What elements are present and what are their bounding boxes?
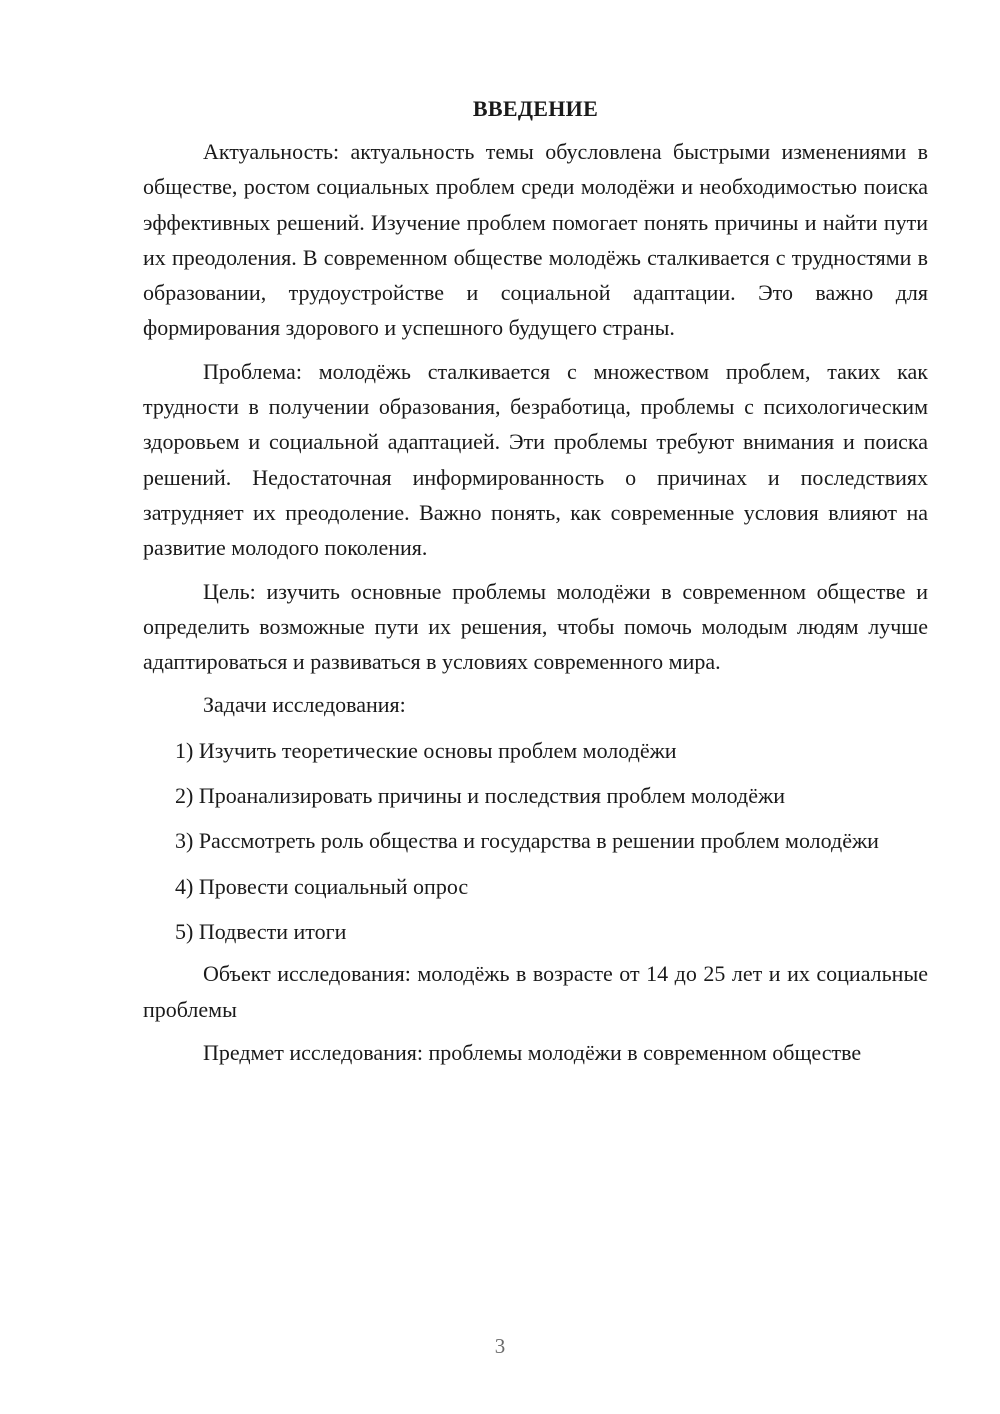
problem-paragraph: Проблема: молодёжь сталкивается с множеством проблем, таких как трудности в получении образования, безработица, проблемы с психологическим здоровьем и социальной адаптацией. Эти проблемы требуют внимания и поиска решений. Недостаточная информированность о причинах и последствиях затрудняет их преодоление. Важно понять, как современные условия влияют на развитие молодого поколения. (143, 358, 928, 561)
goal-paragraph: Цель: изучить основные проблемы молодёжи в современном обществе и определить возможные пути их решения, чтобы помочь молодым людям лучше адаптироваться и развиваться в условиях современного мира. (143, 578, 928, 675)
task-item-5: 5) Подвести итоги (175, 918, 347, 944)
document-page (143, 94, 928, 1070)
task-item-4: 4) Провести социальный опрос (175, 873, 469, 899)
task-item-1: 1) Изучить теоретические основы проблем молодёжи (175, 737, 677, 763)
tasks-title: Задачи исследования: (203, 692, 406, 718)
relevance-paragraph: Актуальность: актуальность темы обусловлена быстрыми изменениями в обществе, ростом социальных проблем среди молодёжи и необходимостью поиска эффективных решений. Изучение проблем помогает понять причины и найти пути их преодоления. В современном обществе молодёжь сталкивается с трудностями в образовании, трудоустройстве и социальной адаптации. Это важно для формирования здорового и успешного будущего страны. (143, 139, 928, 341)
research-subject-paragraph: Предмет исследования: проблемы молодёжи в современном обществе (203, 1039, 862, 1065)
research-object-paragraph: Объект исследования: молодёжь в возрасте от 14 до 25 лет и их социальные проблемы (143, 961, 928, 1022)
section-heading: ВВЕДЕНИЕ (472, 96, 599, 121)
page-number: 3 (494, 1334, 506, 1358)
task-item-2: 2) Проанализировать причины и последствия проблем молодёжи (175, 783, 785, 809)
task-item-3: 3) Рассмотреть роль общества и государства в решении проблем молодёжи (175, 828, 879, 854)
